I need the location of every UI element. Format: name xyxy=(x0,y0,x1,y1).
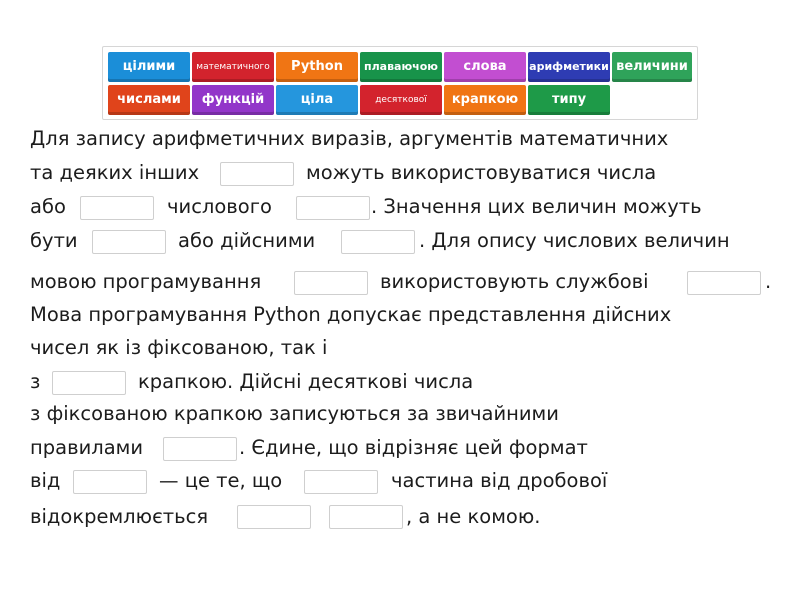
word-tile[interactable]: плаваючою xyxy=(360,52,442,82)
passage-text: з фіксованою крапкою записуються за звичайними xyxy=(30,402,559,425)
passage-text: числового xyxy=(167,195,272,218)
passage-text: або xyxy=(30,195,66,218)
word-tile[interactable]: математичного xyxy=(192,52,274,82)
passage-text: правилами xyxy=(30,436,144,459)
answer-blank[interactable] xyxy=(237,505,311,529)
passage-text: крапкою. Дійсні десяткові числа xyxy=(138,370,474,393)
passage-text: або дійсними xyxy=(178,229,316,252)
answer-blank[interactable] xyxy=(329,505,403,529)
word-tile[interactable]: крапкою xyxy=(444,85,526,115)
passage-text: мовою програмування xyxy=(30,270,262,293)
passage-text: . Для опису числових величин xyxy=(419,229,730,252)
answer-blank[interactable] xyxy=(92,230,166,254)
answer-blank[interactable] xyxy=(73,470,147,494)
passage-text: бути xyxy=(30,229,78,252)
passage-text: . Єдине, що відрізняє цей формат xyxy=(239,436,588,459)
word-tile[interactable]: слова xyxy=(444,52,526,82)
word-tile[interactable]: числами xyxy=(108,85,190,115)
passage-text: з xyxy=(30,370,41,393)
passage-text: , а не комою. xyxy=(406,505,541,528)
word-bank xyxy=(102,46,698,120)
answer-blank[interactable] xyxy=(687,271,761,295)
word-tile[interactable]: функцій xyxy=(192,85,274,115)
passage-text: використовують службові xyxy=(380,270,649,293)
passage-text: відокремлюється xyxy=(30,505,209,528)
answer-blank[interactable] xyxy=(52,371,126,395)
answer-blank[interactable] xyxy=(294,271,368,295)
passage-text: чисел як із фіксованою, так і xyxy=(30,336,328,359)
answer-blank[interactable] xyxy=(304,470,378,494)
word-tile[interactable]: величини xyxy=(612,52,692,82)
word-tile[interactable]: типу xyxy=(528,85,610,115)
passage-text: частина від дробової xyxy=(391,469,608,492)
passage-text: . Значення цих величин можуть xyxy=(371,195,702,218)
answer-blank[interactable] xyxy=(296,196,370,220)
word-tile[interactable]: ціла xyxy=(276,85,358,115)
word-tile[interactable]: Python xyxy=(276,52,358,82)
passage-text: можуть використовуватися числа xyxy=(306,161,657,184)
word-tile[interactable]: десяткової xyxy=(360,85,442,115)
word-tile[interactable]: арифметики xyxy=(528,52,610,82)
passage-text: — це те, що xyxy=(159,469,283,492)
passage-text: від xyxy=(30,469,61,492)
word-tile[interactable]: цілими xyxy=(108,52,190,82)
answer-blank[interactable] xyxy=(80,196,154,220)
answer-blank[interactable] xyxy=(163,437,237,461)
passage-text: . xyxy=(765,270,772,293)
passage-text: Мова програмування Python допускає представлення дійсних xyxy=(30,303,672,326)
passage-text: Для запису арифметичних виразів, аргументів математичних xyxy=(30,127,669,150)
answer-blank[interactable] xyxy=(341,230,415,254)
passage-text: та деяких інших xyxy=(30,161,200,184)
answer-blank[interactable] xyxy=(220,162,294,186)
